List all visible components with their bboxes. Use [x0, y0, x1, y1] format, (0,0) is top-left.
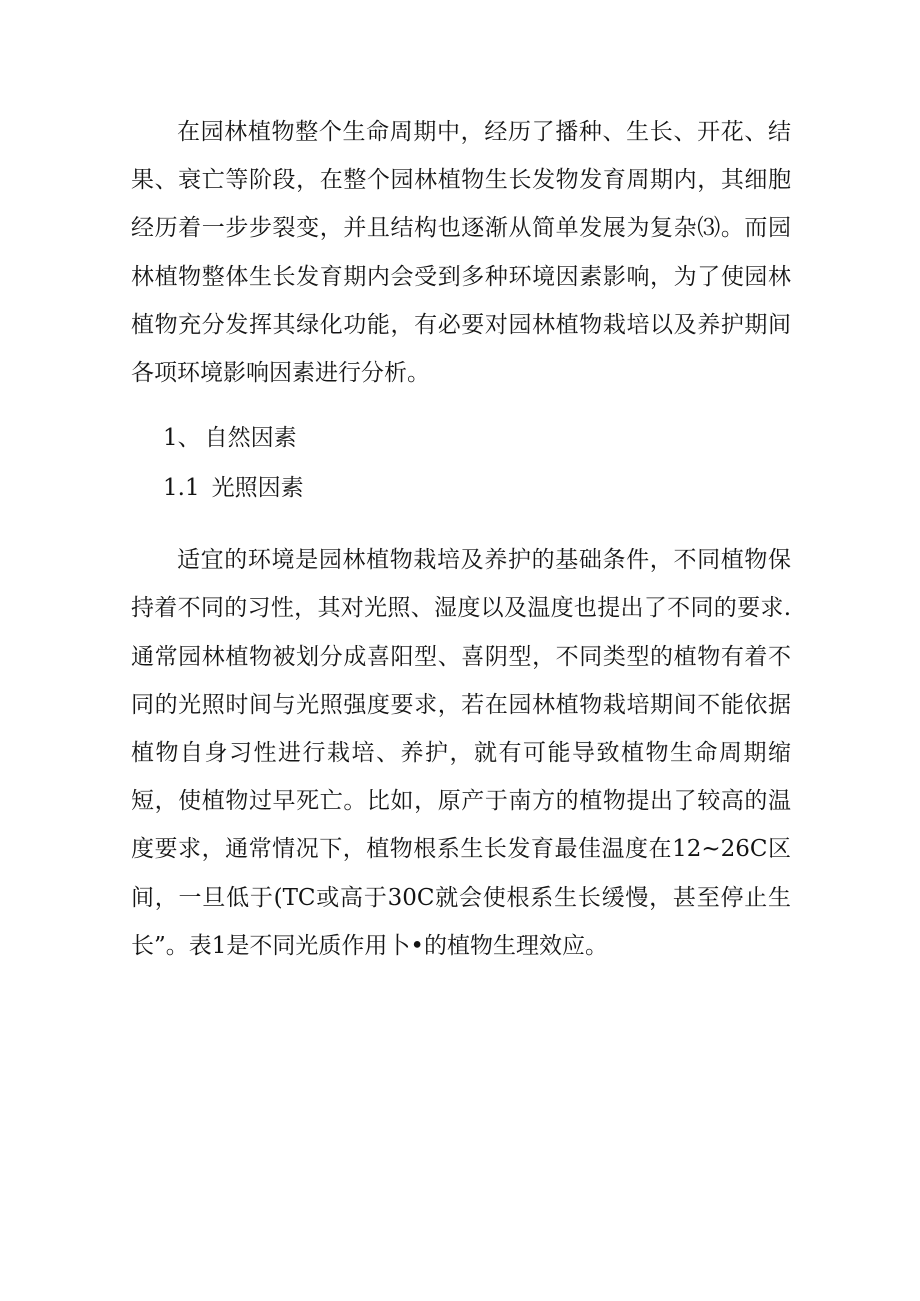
section-number: 1、 — [163, 425, 201, 452]
intro-paragraph: 在园林植物整个生命周期中，经历了播种、生长、开花、结果、衰亡等阶段，在整个园林植物生长发物发育周期内，其细胞经历着一步步裂变，并且结构也逐渐从简单发展为复杂⑶。而园林植物整体生长发育期内会受到多种环境因素影响，为了使园林植物充分发挥其绿化功能，有必要对园林植物栽培以及养护期间各项环境影响因素进行分析。 — [131, 119, 791, 387]
light-factor-paragraph: 适宜的环境是园林植物栽培及养护的基础条件，不同植物保持着不同的习性，其对光照、湿度以及温度也提出了不同的要求.通常园林植物被划分成喜阳型、喜阴型，不同类型的植物有着不同的光照时间与光照强度要求，若在园林植物栽培期间不能依据植物自身习性进行栽培、养护，就有可能导致植物生命周期缩短，使植物过早死亡。比如，原产于南方的植物提出了较高的温度要求，通常情况下，植物根系生长发育最佳温度在12~26C区间，一旦低于(TC或高于30C就会使根系生长缓慢，甚至停止生长”。表1是不同光质作用卜•的植物生理效应。 — [131, 547, 791, 959]
document-body — [131, 108, 791, 970]
subsection-heading-1-1 — [131, 464, 791, 512]
subsection-number: 1.1 — [163, 475, 200, 502]
section-title: 自然因素 — [204, 425, 297, 452]
subsection-title: 光照因素 — [211, 475, 304, 502]
section-heading-1 — [131, 414, 791, 462]
